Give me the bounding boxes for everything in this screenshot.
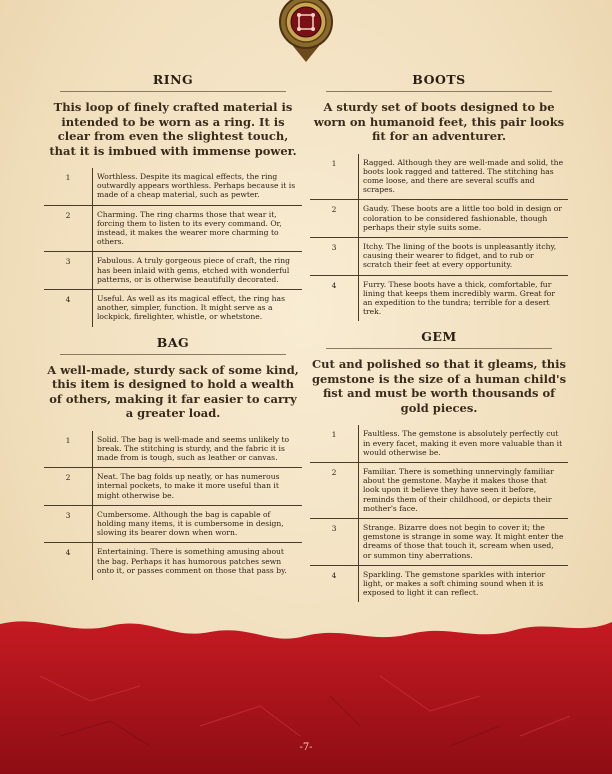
- bag-table: [44, 431, 302, 580]
- entry-number: 4: [44, 290, 93, 327]
- ring-section: [44, 72, 302, 327]
- entry-text: Cumbersome. Although the bag is capable of holding many items, it is cumbersome in design, slowing its bearer down when worn.: [97, 509, 284, 538]
- entry-text: Charming. The ring charms those that wear it, forcing them to listen to its every command. Or, instead, it makes the wearer more charming to others.: [97, 209, 282, 247]
- entry-text: Neat. The bag folds up neatly, or has numerous internal pockets, to make it more useful than it might otherwise be.: [97, 472, 280, 500]
- entry-text: Gaudy. These boots are a little too bold in design or coloration to be considered fashionable, though perhaps their style suits some.: [363, 204, 562, 232]
- entry-text: Furry. These boots have a thick, comfortable, fur lining that keeps them incredibly warm. Great for an expedition to the tundra; terrible for a desert trek.: [363, 279, 555, 317]
- entry-number: 4: [310, 565, 359, 602]
- entry-text: Entertaining. There is something amusing about the bag. Perhaps it has humorous patches sewn onto it, or passes comment on those that pass by.: [97, 547, 287, 575]
- bag-title: BAG: [60, 335, 286, 355]
- table-row: [44, 505, 302, 543]
- entry-text: Itchy. The lining of the boots is unpleasantly itchy, causing their wearer to fidget, and to rub or scratch their feet at every opportunity.: [363, 241, 557, 270]
- entry-number: 4: [310, 275, 359, 321]
- page-number: -7-: [299, 742, 313, 753]
- table-row: [44, 205, 302, 252]
- entry-number: 1: [44, 168, 93, 205]
- table-row: [310, 237, 568, 275]
- table-row: [310, 565, 568, 602]
- bag-intro: A well-made, sturdy sack of some kind, this item is designed to hold a wealth of others, making it far easier to carry a greater load.: [47, 362, 299, 421]
- boots-intro: A sturdy set of boots designed to be worn on humanoid feet, this pair looks fit for an adventurer.: [313, 100, 565, 143]
- entry-text: Ragged. Although they are well-made and solid, the boots look ragged and tattered. The stitching has come loose, and there are several scuffs and scrapes.: [363, 157, 564, 195]
- entry-text: Strange. Bizarre does not begin to cover it; the gemstone is strange in some way. It might enter the dreams of those that touch it, scream when used, or summon tiny aberrations.: [363, 522, 564, 560]
- entry-number: 3: [44, 505, 93, 543]
- table-row: [310, 200, 568, 238]
- table-row: [44, 290, 302, 327]
- boots-table: [310, 154, 568, 322]
- entry-number: 1: [310, 154, 359, 200]
- table-row: [310, 425, 568, 462]
- gem-intro: Cut and polished so that it gleams, this gemstone is the size of a human child's fist and must be worth thousands of gold pieces.: [311, 357, 567, 415]
- entry-number: 1: [44, 431, 93, 468]
- entry-number: 4: [44, 543, 93, 580]
- left-column: [44, 72, 302, 580]
- ring-table: [44, 168, 302, 327]
- table-row: [310, 154, 568, 200]
- entry-number: 2: [44, 468, 93, 506]
- ring-intro: This loop of finely crafted material is intended to be worn as a ring. It is clear from even the slightest touch, that it is imbued with immense power.: [49, 100, 297, 158]
- table-row: [310, 462, 568, 518]
- entry-number: 3: [310, 237, 359, 275]
- entry-text: Worthless. Despite its magical effects, the ring outwardly appears worthless. Perhaps because it is made of a cheap material, such as pewter.: [97, 172, 296, 200]
- entry-text: Familiar. There is something unnervingly familiar about the gemstone. Maybe it makes those that look upon it believe they have seen it before, reminds them of their childhood, or depicts their mother's face.: [363, 466, 554, 513]
- entry-number: 2: [310, 200, 359, 238]
- table-row: [44, 168, 302, 205]
- table-row: [44, 252, 302, 290]
- ring-title: RING: [60, 72, 286, 92]
- entry-text: Fabulous. A truly gorgeous piece of craft, the ring has been inlaid with gems, etched with wonderful patterns, or is otherwise beautifully decorated.: [97, 256, 290, 284]
- boots-section: [310, 72, 568, 321]
- table-row: [310, 518, 568, 565]
- crest-emblem-icon: [271, 0, 341, 64]
- table-row: [44, 468, 302, 506]
- right-column: [310, 72, 568, 602]
- gem-title: GEM: [326, 329, 552, 349]
- entry-number: 2: [44, 205, 93, 252]
- bag-section: [44, 335, 302, 580]
- table-row: [310, 275, 568, 321]
- gem-table: [310, 425, 568, 602]
- table-row: [44, 543, 302, 580]
- entry-text: Useful. As well as its magical effect, the ring has another, simpler, function. It might serve as a lockpick, firelighter, whistle, or whetstone.: [97, 294, 285, 322]
- entry-text: Sparkling. The gemstone sparkles with interior light, or makes a soft chiming sound when it is exposed to light it can reflect.: [363, 569, 546, 598]
- entry-number: 1: [310, 425, 359, 462]
- entry-number: 3: [44, 252, 93, 290]
- entry-text: Solid. The bag is well-made and seems unlikely to break. The stitching is sturdy, and the fabric it is made from is tough, such as leather or canvas.: [97, 434, 290, 463]
- boots-title: BOOTS: [326, 72, 552, 92]
- entry-number: 3: [310, 518, 359, 565]
- entry-text: Faultless. The gemstone is absolutely perfectly cut in every facet, making it even more valuable than it would otherwise be.: [363, 429, 563, 457]
- gem-section: [310, 329, 568, 602]
- entry-number: 2: [310, 462, 359, 518]
- table-row: [44, 431, 302, 468]
